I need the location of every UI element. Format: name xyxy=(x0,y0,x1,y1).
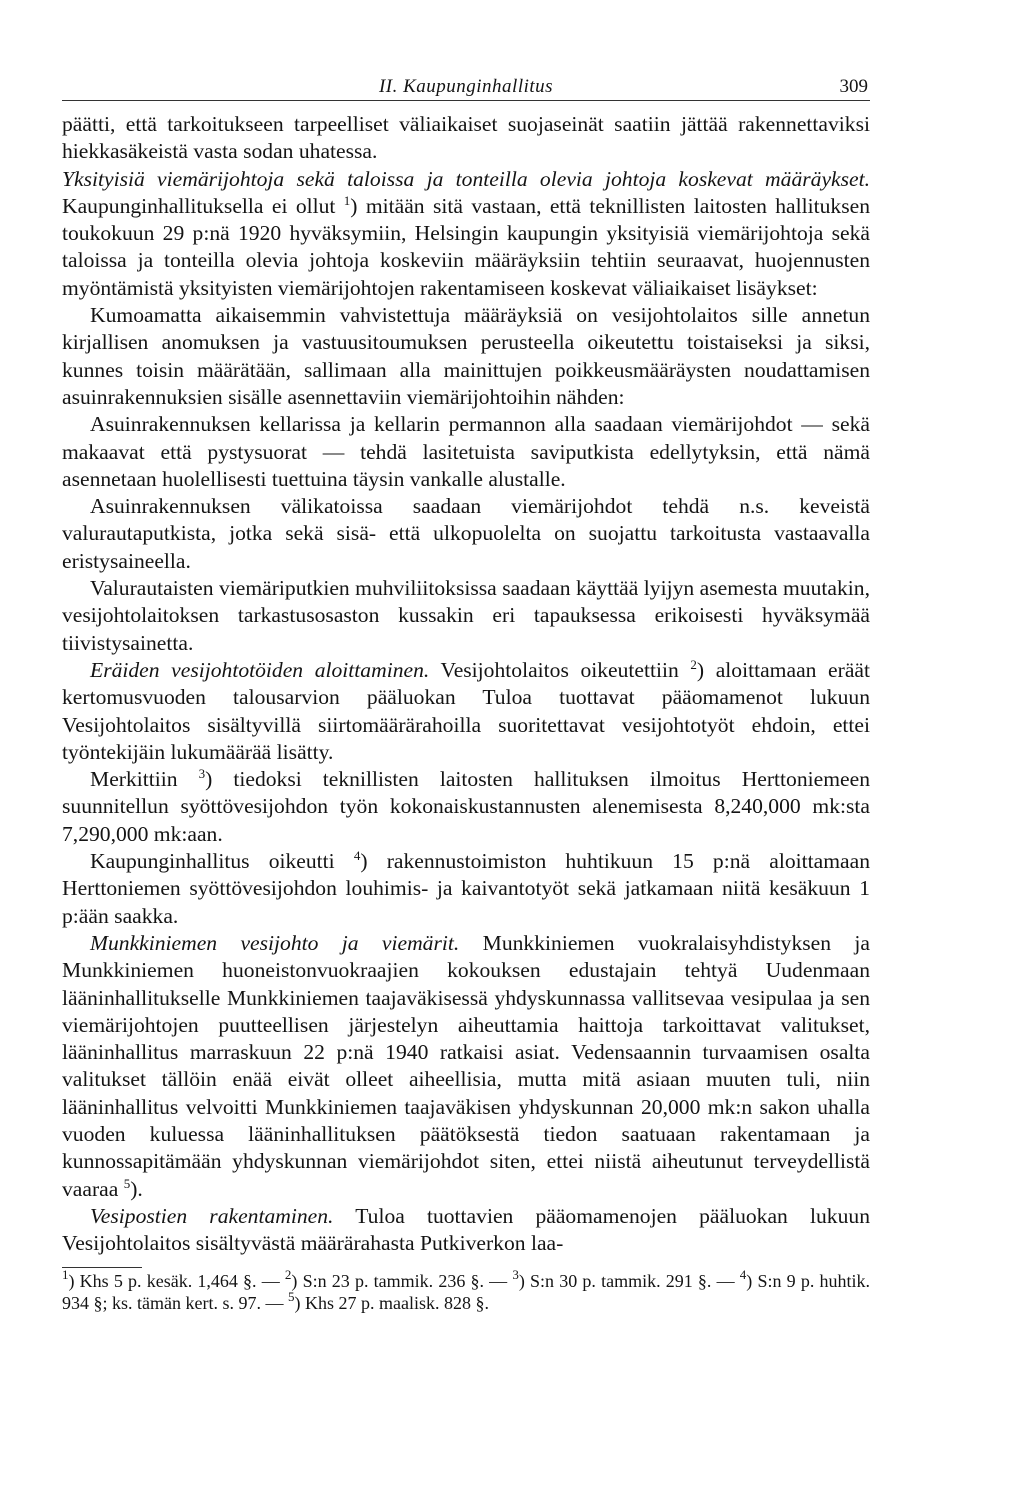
document-page xyxy=(62,70,870,1460)
text-run: Asuinrakennuksen välikatoissa saadaan viemärijohdot tehdä n.s. keveistä valurautaputkista, jotka sekä sisä- että ulkopuolelta on suojattu tarkoitusta vastaavalla eristysaineella. xyxy=(62,494,870,573)
footnote-text xyxy=(62,1267,871,1314)
text-run: Merkittiin xyxy=(90,767,199,792)
text-run: Vesijohtolaitos oikeutettiin xyxy=(429,657,691,682)
text-run: ) S:n 23 p. tammik. 236 §. — xyxy=(291,1271,513,1292)
footnote-ref: 3 xyxy=(198,766,206,782)
text-run: Kumoamatta aikaisemmin vahvistettuja määräyksiä on vesijohtolaitos sille annetun kirjallisen anomuksen ja vastuusitoumuksen perusteella oikeutettu toistaiseksi ja siksi, kunnes toisin määrätään, sallimaan alla mainittujen poikkeusmääräysten noudattamisen asuinrakennuksien sisälle asennettaviin viemärijohtoihin nähden: xyxy=(62,303,870,409)
text-run: ) Khs 5 p. kesäk. 1,464 §. — xyxy=(68,1271,285,1292)
paragraph xyxy=(62,302,870,411)
text-run: ) rakennustoimiston huhtikuun 15 p:nä aloittamaan Herttoniemen syöttövesijohdon louhimis- ja kaivantotyöt sekä jatkamaan niitä kesäkuun 1 p:ään saakka. xyxy=(62,849,871,928)
body-text xyxy=(62,111,870,1257)
text-run: ). xyxy=(130,1176,143,1201)
paragraph xyxy=(62,411,870,493)
text-run: Kaupunginhallituksella ei ollut xyxy=(62,193,344,218)
text-run: Valurautaisten viemäriputkien muhviliitoksissa saadaan käyttää lyijyn asemesta muutakin, vesijohtolaitoksen tarkastusosaston kussakin eri tapauksessa erikoisesti hyväksymää tiivistysainetta. xyxy=(62,576,870,655)
paragraph xyxy=(62,848,870,930)
footnote-ref: 4 xyxy=(739,1267,747,1283)
text-run: ) aloittamaan eräät kertomusvuoden talousarvion pääluokan Tuloa tuottavat pääomamenot lukuun Vesijohtolaitos sisältyvillä siirtomäärärahoilla suoritettavat vesijohtotyöt ehdoin, ettei työntekijäin lukumäärää lisätty. xyxy=(62,657,870,764)
paragraph xyxy=(62,166,870,302)
text-run: Kaupunginhallitus oikeutti xyxy=(90,849,354,874)
paragraph xyxy=(62,766,870,848)
footnotes xyxy=(62,1267,870,1314)
text-run: Tuloa tuottavien pääomamenojen pääluokan lukuun Vesijohtolaitos sisältyvästä määrärahasta Putkiverkon laa- xyxy=(62,1203,870,1256)
paragraph xyxy=(62,1203,870,1258)
footnote-ref: 2 xyxy=(690,656,697,672)
text-run: Asuinrakennuksen kellarissa ja kellarin permannon alla saadaan viemärijohdot — sekä makaavat että pystysuorat — tehdä lasitetuista saviputkista edellytyksin, että nämä asennetaan huolellisesti tuettuina täysin vankalle alustalle. xyxy=(62,412,870,491)
footnote-ref: 5 xyxy=(287,1289,295,1305)
section-title: II. Kaupunginhallitus xyxy=(378,76,554,97)
text-run: ) mitään sitä vastaan, että teknillisten laitosten hallituksen toukokuun 29 p:nä 1920 hyväksymiin, Helsingin kaupungin yksityisiä viemärijohtoja sekä taloissa ja tonteilla olevia johtoja koskeviin määräyksiin tehtiin seuraavat, huojennusten myöntämistä yksityisten viemärijohtojen rakentamiseen koskevat väliaikaiset lisäykset: xyxy=(62,193,870,300)
page-number: 309 xyxy=(839,76,868,97)
footnote-ref: 4 xyxy=(353,848,361,864)
text-run: päätti, että tarkoitukseen tarpeelliset väliaikaiset suojaseinät saatiin jättää rakennettaviksi hiekkasäkeistä vasta sodan uhatessa. xyxy=(62,112,870,164)
footnote-divider xyxy=(62,1267,142,1268)
paragraph xyxy=(62,930,870,1203)
text-run: ) S:n 30 p. tammik. 291 §. — xyxy=(518,1271,740,1292)
paragraph xyxy=(62,575,870,657)
section-heading: Eräiden vesijohtotöiden aloittaminen. xyxy=(90,657,430,682)
footnote-ref: 1 xyxy=(62,1267,69,1283)
footnote-ref: 5 xyxy=(123,1175,131,1191)
running-header xyxy=(62,70,870,101)
section-heading: Munkkiniemen vesijohto ja viemärit. xyxy=(90,930,460,955)
footnote-ref: 2 xyxy=(284,1267,292,1283)
text-run: ) Khs 27 p. maalisk. 828 §. xyxy=(294,1293,489,1314)
footnote-ref: 3 xyxy=(512,1267,519,1283)
section-heading: Yksityisiä viemärijohtoja sekä taloissa ja tonteilla olevia johtoja koskevat määräykset. xyxy=(62,166,870,191)
paragraph xyxy=(62,111,870,166)
footnote-ref: 1 xyxy=(343,192,351,208)
text-run: Munkkiniemen vuokralaisyhdistyksen ja Munkkiniemen huoneistonvuokraajien kokouksen edustajain tehtyä Uudenmaan lääninhallitukselle Munkkiniemen taajaväkisessä yhdyskunnassa vallitsevaa vesipulaa ja sen viemärijohtojen puutteellisen järjestelyn aiheuttamia haittoja tarkoittavat valitukset, lääninhallitus marraskuun 22 p:nä 1940 ratkaisi asiat. Vedensaannin turvaamisen osalta valitukset tällöin enää eivät olleet aiheellisia, mutta mitä asiaan muuten tuli, niin lääninhallitus velvoitti Munkkiniemen taajaväkisen yhdyskunnan 20,000 mk:n sakon uhalla vuoden kuluessa lääninhallituksen päätöksestä tiedon saatuaan rakentamaan ja kunnossapitämään yhdyskunnan viemärijohdot siten, ettei niistä aiheutunut terveydellistä vaaraa xyxy=(62,930,870,1201)
text-run: ) tiedoksi teknillisten laitosten hallituksen ilmoitus Herttoniemeen suunnitellun syöttövesijohdon työn kokonaiskustannusten alenemisesta 8,240,000 mk:sta 7,290,000 mk:aan. xyxy=(62,767,870,846)
paragraph xyxy=(62,493,870,575)
text-run: ) S:n 9 p. huhtik. 934 §; ks. tämän kert. s. 97. — xyxy=(62,1271,871,1314)
paragraph xyxy=(62,657,870,766)
section-heading: Vesipostien rakentaminen. xyxy=(90,1203,334,1228)
